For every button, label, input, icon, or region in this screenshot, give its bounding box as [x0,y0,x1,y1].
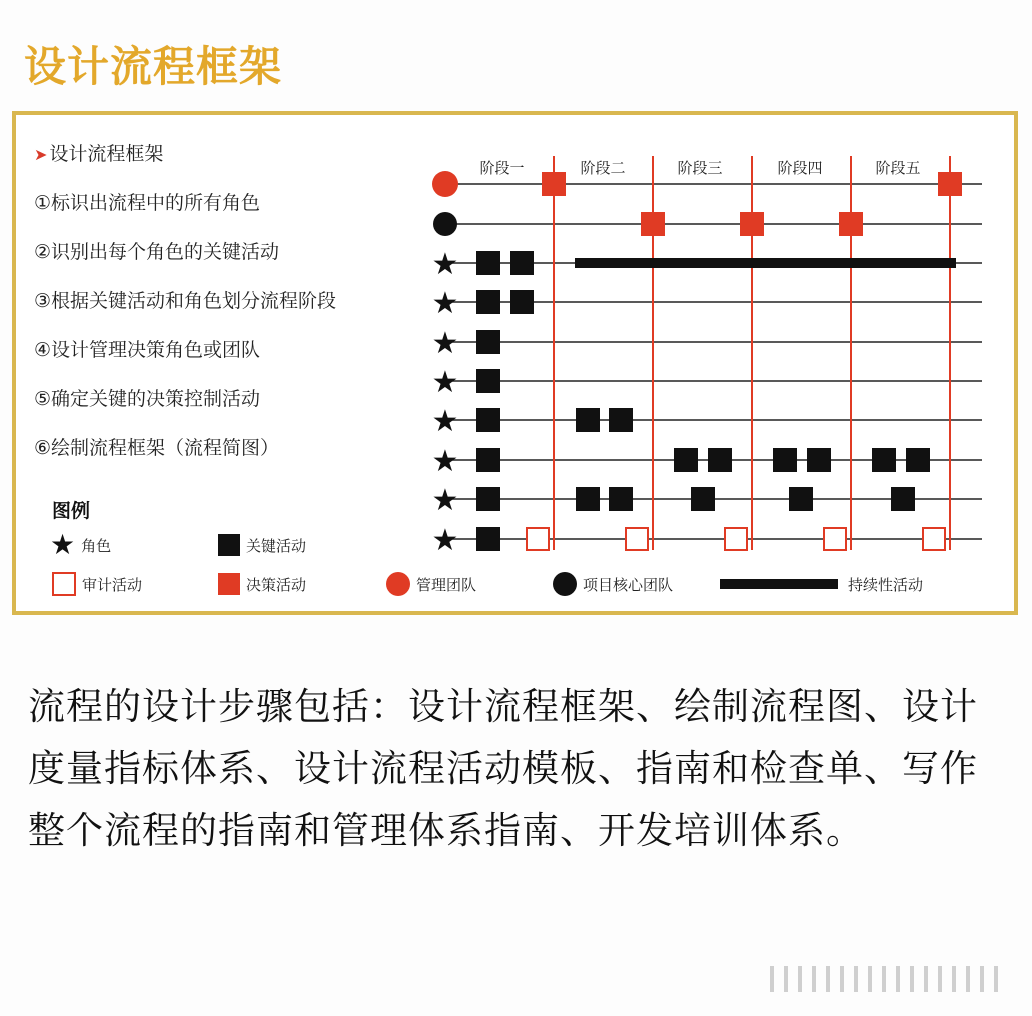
continuous-activity-bar [575,258,956,268]
role-star-icon: ★ [431,247,459,282]
legend-core-team: 项目核心团队 [553,571,673,597]
step-item: ①标识出流程中的所有角色 [34,192,261,214]
audit-activity [923,528,945,550]
legend-decision-activity: 决策活动 [218,571,306,597]
key-activity [807,448,831,472]
key-activity [476,330,500,354]
key-activity [476,290,500,314]
key-activity [708,448,732,472]
red-square-icon [218,573,240,595]
key-activity [476,369,500,393]
body-paragraph: 流程的设计步骤包括：设计流程框架、绘制流程图、设计度量指标体系、设计流程活动模板、指南和检查单、写作整个流程的指南和管理体系指南、开发培训体系。 [28,685,978,852]
audit-activity [527,528,549,550]
decision-activity [542,172,566,196]
step-item: ③根据关键活动和角色划分流程阶段 [34,290,337,312]
key-activity [476,251,500,275]
red-circle-icon [386,572,410,596]
role-star-icon: ★ [431,326,459,361]
phase-label: 阶段四 [777,159,823,177]
decision-activity [641,212,665,236]
legend-key-activity: 关键活动 [218,532,306,558]
phase-label: 阶段三 [677,159,723,177]
role-star-icon: ★ [431,523,459,558]
phase-label: 阶段五 [875,159,921,177]
key-activity [476,527,500,551]
key-activity [609,408,633,432]
audit-activity [725,528,747,550]
step-item: ④设计管理决策角色或团队 [34,339,261,361]
key-activity [773,448,797,472]
legend-role: ★ 角色 [50,528,112,561]
role-star-icon: ★ [431,483,459,518]
phase-label: 阶段一 [479,159,525,177]
management-team-marker [432,171,458,197]
decision-activity [839,212,863,236]
black-circle-icon [553,572,577,596]
key-activity [891,487,915,511]
key-activity [576,487,600,511]
key-activity [476,448,500,472]
decision-activity [740,212,764,236]
key-activity [609,487,633,511]
key-activity [576,408,600,432]
phase-label: 阶段二 [580,159,626,177]
key-activity [906,448,930,472]
audit-activity [626,528,648,550]
step-item: ⑥绘制流程框架（流程简图） [34,437,280,459]
key-activity [674,448,698,472]
arrow-right-icon: ➤ [34,145,48,164]
key-activity [476,487,500,511]
page-title: 设计流程框架 [24,42,283,91]
role-star-icon: ★ [431,444,459,479]
role-star-icon: ★ [431,286,459,321]
legend-title: 图例 [52,500,91,522]
core-team-marker [433,212,457,236]
framework-heading: ➤ 设计流程框架 [34,143,164,165]
lane-lines [445,184,982,539]
legend-audit-activity: 审计活动 [52,571,142,597]
watermark-strip [760,958,1010,998]
role-star-icon: ★ [431,365,459,400]
key-activity [872,448,896,472]
bar-icon [720,579,838,589]
role-star-icon: ★ [431,404,459,439]
step-item: ②识别出每个角色的关键活动 [34,241,280,263]
outline-square-icon [52,572,76,596]
key-activity [789,487,813,511]
star-icon: ★ [50,528,76,561]
key-activity [691,487,715,511]
legend-continuous-activity: 持续性活动 [720,571,923,597]
key-activity [510,290,534,314]
black-square-icon [218,534,240,556]
legend-management-team: 管理团队 [386,571,476,597]
key-activity [510,251,534,275]
decision-activity [938,172,962,196]
key-activity [476,408,500,432]
step-item: ⑤确定关键的决策控制活动 [34,388,261,410]
audit-activity [824,528,846,550]
